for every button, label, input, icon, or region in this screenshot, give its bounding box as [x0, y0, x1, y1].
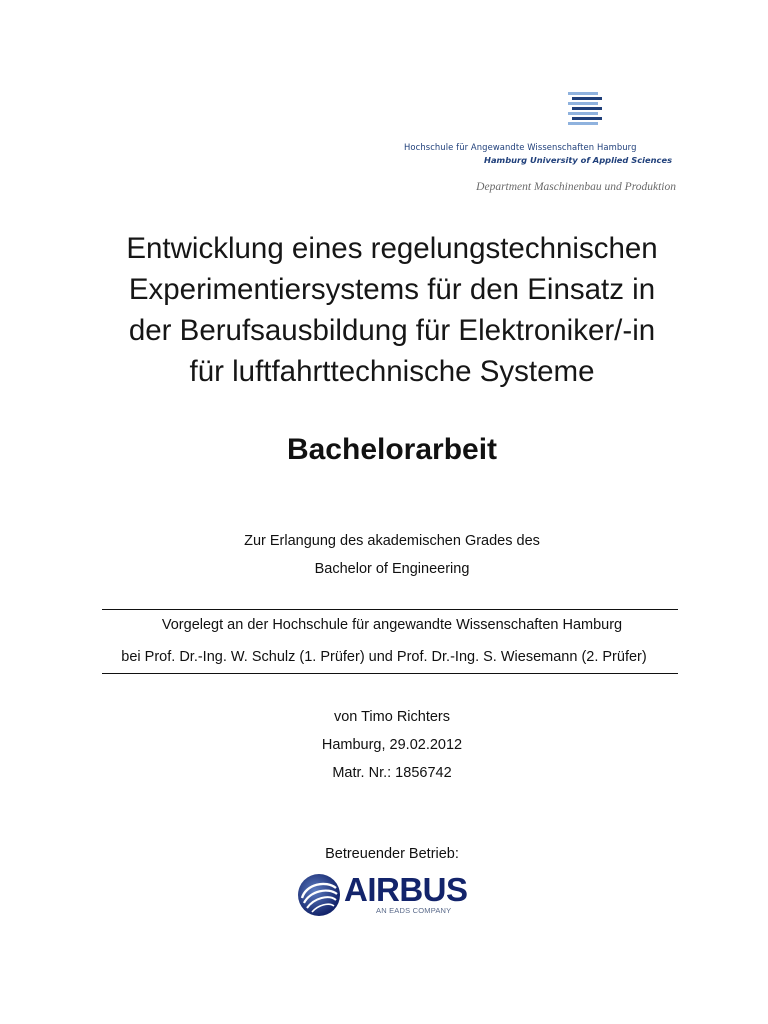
institution-name-en: Hamburg University of Applied Sciences — [484, 155, 673, 165]
divider-bottom — [102, 673, 678, 674]
place-date: Hamburg, 29.02.2012 — [321, 737, 463, 753]
divider-top — [102, 609, 678, 610]
airbus-logo — [296, 870, 496, 920]
thesis-title — [60, 228, 724, 392]
company-label: Betreuender Betrieb: — [325, 846, 459, 862]
document-type: Bachelorarbeit — [286, 433, 498, 466]
haw-logo-mark-icon — [568, 92, 608, 128]
author-name: von Timo Richters — [333, 709, 451, 725]
institution-name-de: Hochschule für Angewandte Wissenschaften Hamburg — [404, 142, 637, 152]
title-line: Experimentiersystems für den Einsatz in — [128, 273, 656, 306]
airbus-swirl-icon — [296, 872, 342, 918]
submission-line-1: Vorgelegt an der Hochschule für angewandte Wissenschaften Hamburg — [161, 617, 623, 633]
airbus-wordmark: AIRBUS — [344, 871, 468, 908]
title-line: der Berufsausbildung für Elektroniker/-in — [128, 314, 656, 347]
title-line: Entwicklung eines regelungstechnischen — [126, 232, 658, 265]
airbus-tagline: AN EADS COMPANY — [376, 906, 452, 915]
department-name: Department Maschinenbau und Produktion — [476, 181, 676, 193]
haw-hamburg-logo — [404, 92, 676, 172]
degree-line-1: Zur Erlangung des akademischen Grades des — [244, 533, 540, 549]
title-line: für luftfahrttechnische Systeme — [189, 355, 595, 388]
degree-line-2: Bachelor of Engineering — [314, 561, 470, 577]
matriculation-number: Matr. Nr.: 1856742 — [332, 765, 452, 781]
submission-line-2: bei Prof. Dr.-Ing. W. Schulz (1. Prüfer) und Prof. Dr.-Ing. S. Wiesemann (2. Prüfer) — [121, 649, 647, 665]
